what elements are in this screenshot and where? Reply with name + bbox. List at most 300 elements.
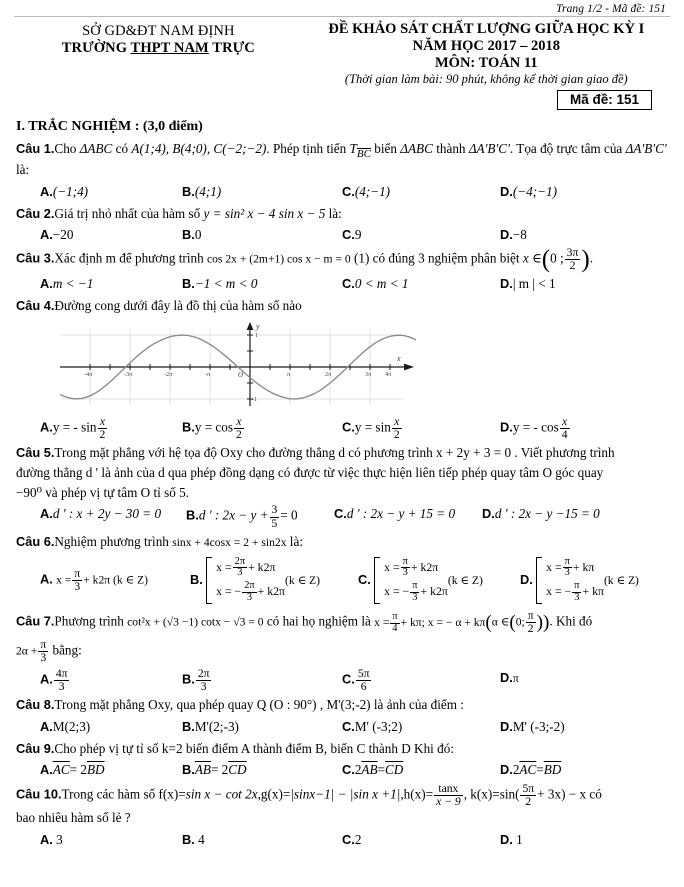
- q9-d-mid: =: [536, 762, 544, 778]
- question-10: [16, 783, 670, 808]
- q10-option-c-text: 2: [354, 832, 362, 848]
- q5-option-d[interactable]: [482, 504, 600, 529]
- q10-k-num: 5π: [522, 781, 535, 795]
- header-rule: [14, 16, 670, 17]
- q7-root2: x = − α + kπ: [427, 615, 486, 629]
- q2-option-c-text: 9: [354, 227, 362, 243]
- y-axis-label: y: [256, 321, 260, 331]
- q9-option-d[interactable]: [500, 760, 650, 780]
- q5-option-b-text: d ' : 2x − y +: [198, 508, 269, 524]
- q1-option-c-text: (4;−1): [354, 183, 391, 199]
- q7-stem-a: Phương trình: [54, 613, 124, 629]
- q5-line3-wrap: [16, 483, 670, 503]
- question-10-options: [14, 830, 670, 850]
- q1-vector-bc: BC: [356, 147, 371, 160]
- q6-b-r2-frac: [242, 581, 256, 604]
- q10-option-c[interactable]: [342, 830, 500, 850]
- q6-option-c-row1: [381, 556, 448, 581]
- q6-option-b-cond: (k ∈ Z): [285, 573, 320, 587]
- q7-root1-num: π: [392, 611, 398, 623]
- question-7-label: Câu 7.: [16, 613, 55, 629]
- question-2: [16, 204, 670, 224]
- q4-option-d-letter: D.: [500, 419, 513, 435]
- x-axis-label: x: [397, 353, 401, 363]
- question-1-options: [14, 182, 670, 202]
- question-1: [16, 139, 670, 180]
- q5-option-b[interactable]: [186, 504, 334, 529]
- q1-option-b-text: (4;1): [194, 183, 222, 199]
- q1-option-a-letter: A.: [40, 183, 53, 199]
- q4-option-a-letter: A.: [40, 419, 53, 435]
- q1-option-a[interactable]: [14, 182, 182, 202]
- q5-option-b-den: 5: [271, 516, 278, 530]
- q10-option-a-letter: A.: [40, 832, 53, 848]
- school-name-post: TRỰC: [208, 40, 255, 56]
- exam-title-block: [303, 21, 670, 87]
- q9-option-a[interactable]: [14, 760, 182, 780]
- q1-option-c[interactable]: [342, 182, 500, 202]
- q5-option-c-text: d ' : 2x − y + 15 = 0: [346, 506, 456, 522]
- subject: MÔN: TOÁN 11: [435, 55, 538, 71]
- q7-stem-b: có hai họ nghiệm là: [266, 613, 371, 629]
- q7-option-a-den: 3: [54, 680, 70, 693]
- q6-option-c-letter: C.: [358, 571, 371, 587]
- q8-option-a-text: M(2;3): [52, 719, 91, 735]
- q5-option-c-letter: C.: [334, 506, 347, 522]
- q2-option-a-letter: A.: [40, 227, 53, 243]
- q6-b-r1-frac: [233, 557, 247, 580]
- q6-stem-end: là:: [289, 533, 303, 549]
- q7-line2-post: bằng:: [52, 642, 82, 658]
- q10-option-a[interactable]: [14, 830, 182, 850]
- question-4: [16, 296, 670, 316]
- q10-stem-d: , k(x)=sin(: [463, 786, 520, 802]
- document-header: [14, 21, 670, 87]
- q9-option-a-letter: A.: [40, 762, 53, 778]
- q9-option-b-letter: B.: [182, 762, 195, 778]
- q3-option-b-letter: B.: [182, 276, 195, 292]
- q4-option-d-den: 4: [561, 427, 568, 441]
- q7-roots: [374, 611, 486, 634]
- y-tick-label-1: 1: [255, 331, 259, 339]
- school-name-underlined: THPT NAM: [130, 40, 209, 56]
- question-2-label: Câu 2.: [16, 205, 55, 221]
- school-block: [14, 21, 303, 57]
- q6-option-b-row2: [213, 580, 285, 605]
- q4-stem: Đường cong dưới đây là đồ thị của hàm số nào: [54, 297, 302, 313]
- q4-option-a-pre: y = - sin: [52, 419, 97, 435]
- q2-option-b-text: 0: [194, 227, 202, 243]
- q2-option-b-letter: B.: [182, 227, 195, 243]
- q1-t13: là:: [16, 162, 30, 178]
- q8-option-b[interactable]: [182, 717, 342, 737]
- q7-option-c-fraction: [356, 668, 372, 693]
- q10-line2: [16, 808, 670, 828]
- question-8-options: [14, 717, 670, 737]
- tick-label--pi: -π: [205, 370, 211, 378]
- q3-option-b-text: −1 < m < 0: [194, 276, 258, 292]
- question-5-options: [14, 504, 670, 529]
- q2-option-c[interactable]: [342, 225, 500, 245]
- q1-t4: . Phép tịnh tiến: [266, 141, 350, 156]
- q9-c-vec2: $\overline{CD}$: [384, 762, 404, 778]
- q7-line2-den: 3: [38, 651, 48, 664]
- q7-option-a-letter: A.: [40, 671, 53, 687]
- q3-option-b[interactable]: [182, 274, 342, 294]
- q9-a-mid: = 2: [69, 762, 87, 778]
- q5-option-d-letter: D.: [482, 506, 495, 522]
- q3-stem-mid: (1) có đúng 3 nghiệm phân biệt: [353, 250, 520, 266]
- question-9-label: Câu 9.: [16, 740, 55, 756]
- q2-option-a[interactable]: [14, 225, 182, 245]
- q7-inner-paren-close: ): [536, 612, 543, 634]
- y-tick-label--1: -1: [252, 395, 258, 403]
- q7-line2-frac: [38, 639, 48, 664]
- q9-stem: Cho phép vị tự tỉ số k=2 biến điểm A thành điểm B, biến C thành D Khi đó:: [54, 740, 454, 756]
- q7-line2-pre: 2α +: [16, 644, 38, 658]
- q6-option-b-letter: B.: [190, 571, 203, 587]
- q6-option-c[interactable]: [358, 556, 520, 606]
- q6-d-r2-frac: [572, 581, 581, 604]
- q8-option-c[interactable]: [342, 717, 500, 737]
- q6-b-r2-num: 2π: [244, 580, 255, 592]
- q8-option-d[interactable]: [500, 717, 650, 737]
- q10-option-b-letter: B.: [182, 832, 195, 848]
- cosine-graph-svg: [52, 320, 432, 412]
- q10-option-d[interactable]: [500, 830, 650, 850]
- q3-option-d[interactable]: [500, 274, 650, 294]
- q1-t9: thành: [432, 141, 469, 156]
- q1-option-b[interactable]: [182, 182, 342, 202]
- q4-option-d[interactable]: [500, 416, 650, 441]
- q10-option-d-text: 1: [516, 832, 523, 848]
- q1-t10: ΔA'B'C': [468, 141, 510, 156]
- q9-c-vec1: $\overline{AB}$: [361, 762, 378, 778]
- q4-option-c-fraction: [392, 416, 402, 441]
- q10-h-den: x − 9: [436, 795, 461, 809]
- q10-function-g: |sinx−1| − |sin x +1|: [290, 786, 401, 802]
- q1-t11: . Tọa độ trực tâm của: [509, 141, 626, 156]
- q6-c-r2-post: + k2π: [420, 584, 448, 599]
- q2-option-c-letter: C.: [342, 227, 355, 243]
- q6-formula: sinx + 4cosx = 2 + sin2x: [172, 535, 287, 549]
- q4-option-a[interactable]: [14, 416, 182, 441]
- q6-option-b[interactable]: [190, 556, 358, 606]
- q4-option-c[interactable]: [342, 416, 500, 441]
- q6-option-a-num: π: [74, 566, 81, 580]
- q9-c-mid: =: [377, 762, 385, 778]
- q8-option-a-letter: A.: [40, 719, 53, 735]
- q4-option-a-num: x: [99, 414, 105, 428]
- q3-interval-fraction: [565, 247, 581, 272]
- q1-t8: ΔABC: [400, 141, 433, 156]
- q7-option-c[interactable]: [342, 668, 500, 693]
- q4-option-a-fraction: [98, 416, 108, 441]
- q5-line2-wrap: [16, 463, 670, 483]
- q3-stem: Xác định m để phương trình: [54, 250, 204, 266]
- tick-label-4pi: 4π: [385, 370, 392, 378]
- q6-option-a[interactable]: [14, 568, 190, 593]
- q2-stem: Giá trị nhỏ nhất của hàm số: [54, 205, 201, 221]
- q3-interval-var: x ∈: [522, 250, 542, 266]
- q5-line2: đường thẳng d ' là ảnh của d qua phép đồng dạng có được từ việc thực hiện liên tiếp phép quay tâm O góc quay: [16, 464, 604, 480]
- school-year: NĂM HỌC 2017 – 2018: [412, 38, 561, 54]
- section-title: I. TRẮC NGHIỆM : (3,0 điểm): [16, 119, 203, 134]
- q7-line2-num: π: [40, 637, 47, 651]
- q6-b-r2-post: + k2π: [257, 584, 286, 599]
- q1-option-c-letter: C.: [342, 183, 355, 199]
- q1-t3: A(1;4), B(4;0), C(−2;−2): [131, 141, 267, 156]
- q4-option-b-letter: B.: [182, 419, 195, 435]
- q1-option-d-text: (−4;−1): [512, 183, 557, 199]
- q6-option-a-post: + k2π (k ∈ Z): [83, 573, 148, 587]
- question-6-options: [14, 556, 670, 606]
- q1-option-d-letter: D.: [500, 183, 513, 199]
- q6-option-b-system: [206, 556, 285, 606]
- q6-option-d-letter: D.: [520, 571, 533, 587]
- question-3-options: [14, 274, 670, 294]
- q7-cond-num: π: [527, 609, 534, 623]
- q7-root1-den: 4: [390, 623, 399, 635]
- q3-option-a[interactable]: [14, 274, 182, 294]
- q1-option-a-text: (−1;4): [52, 183, 89, 199]
- q9-d-vec1: $\overline{AC}$: [519, 762, 537, 778]
- q10-option-d-letter: D.: [500, 832, 513, 848]
- q9-b-vec2: $\overline{CD}$: [228, 762, 247, 778]
- q3-option-a-text: m < −1: [52, 276, 94, 292]
- q7-option-b-letter: B.: [182, 671, 195, 687]
- q6-option-a-lhs: x =: [56, 573, 72, 587]
- q6-d-r2-num: π: [574, 580, 580, 592]
- q3-interval-start: 0 ;: [550, 250, 564, 266]
- q4-option-c-letter: C.: [342, 419, 355, 435]
- tick-label--3pi: -3π: [124, 370, 133, 378]
- q6-option-d-system: [536, 556, 604, 606]
- q8-option-c-text: M' (-3;2): [354, 719, 403, 735]
- q7-cond-frac: [526, 610, 536, 635]
- q10-stem-c: ,h(x)=: [400, 786, 434, 802]
- q9-d-coef: 2: [512, 762, 520, 778]
- q7-option-c-den: 6: [356, 680, 372, 693]
- question-8: [16, 695, 670, 715]
- q1-t5: T: [349, 141, 357, 156]
- q2-option-b[interactable]: [182, 225, 342, 245]
- q10-option-c-letter: C.: [342, 832, 355, 848]
- q3-interval-num: 3π: [566, 245, 579, 259]
- q5-option-a[interactable]: [14, 504, 186, 529]
- q7-outer-paren-close: ): [542, 612, 550, 634]
- q7-option-b[interactable]: [182, 668, 342, 693]
- q7-stem-c: . Khi đó: [549, 613, 593, 629]
- q7-option-d-letter: D.: [500, 669, 513, 685]
- q1-option-b-letter: B.: [182, 183, 195, 199]
- q10-h-fraction: [434, 783, 463, 808]
- q6-c-r1-post: + k2π: [410, 559, 439, 574]
- q7-cond-start: 0;: [515, 615, 525, 629]
- q3-option-c-text: 0 < m < 1: [354, 276, 409, 292]
- q4-option-b-fraction: [234, 416, 244, 441]
- school-name-pre: TRƯỜNG: [61, 40, 131, 56]
- q6-d-r2-den: 3: [572, 592, 581, 604]
- q6-c-r1-den: 3: [401, 567, 410, 579]
- q9-option-c-letter: C.: [342, 762, 355, 778]
- q9-a-vec2: $\overline{BD}$: [87, 762, 105, 778]
- q6-d-r1-pre: x =: [546, 559, 562, 574]
- q6-c-r1-frac: [401, 557, 410, 580]
- q7-option-d[interactable]: [500, 668, 650, 693]
- q4-option-d-fraction: [560, 416, 570, 441]
- q10-option-b-text: 4: [198, 832, 205, 848]
- exam-title: ĐỀ KHẢO SÁT CHẤT LƯỢNG GIỮA HỌC KỲ I: [328, 21, 645, 37]
- q10-line2-text: bao nhiêu hàm số lẻ ?: [16, 810, 131, 826]
- q5-option-c[interactable]: [334, 504, 482, 529]
- q9-d-vec2: $\overline{BD}$: [543, 762, 562, 778]
- q6-option-c-row2: [381, 580, 448, 605]
- q5-option-b-letter: B.: [186, 508, 199, 524]
- q2-stem-end: là:: [328, 205, 342, 221]
- q6-d-r1-den: 3: [563, 567, 572, 579]
- q5-option-b-fraction: [270, 504, 280, 529]
- q9-b-vec1: $\overline{AB}$: [194, 762, 211, 778]
- question-5-label: Câu 5.: [16, 444, 55, 460]
- q7-option-c-letter: C.: [342, 671, 355, 687]
- q3-option-c-letter: C.: [342, 276, 355, 292]
- q8-option-a[interactable]: [14, 717, 182, 737]
- q7-outer-paren-open: (: [485, 612, 492, 634]
- question-4-graph: [14, 320, 670, 412]
- q8-option-b-letter: B.: [182, 719, 195, 735]
- q6-b-r2-pre: x = −: [216, 584, 242, 599]
- tick-label--2pi: -2π: [164, 370, 173, 378]
- q4-option-b-num: x: [236, 414, 242, 428]
- question-6-label: Câu 6.: [16, 533, 55, 549]
- q6-b-r2-den: 3: [242, 592, 256, 604]
- q6-c-r2-frac: [410, 581, 419, 604]
- q1-t1: ΔABC: [79, 141, 113, 156]
- question-9: [16, 739, 670, 759]
- q7-option-a-num: 4π: [55, 666, 68, 680]
- q5-option-d-text: d ' : 2x − y −15 = 0: [494, 506, 600, 522]
- q6-d-r1-frac: [563, 557, 572, 580]
- q2-option-d[interactable]: [500, 225, 650, 245]
- q10-option-a-text: 3: [56, 832, 63, 848]
- q4-option-c-num: x: [394, 414, 400, 428]
- q6-option-b-row1: [213, 556, 285, 581]
- q3-option-a-letter: A.: [40, 276, 53, 292]
- q4-option-a-den: 2: [99, 427, 106, 441]
- q4-option-d-num: x: [562, 414, 568, 428]
- q2-option-a-text: −20: [52, 227, 74, 243]
- q9-a-vec1: $\overline{AC}$: [52, 762, 70, 778]
- q7-formula: cot²x + (√3 −1) cotx − √3 = 0: [127, 615, 264, 629]
- department-name: SỞ GD&ĐT NAM ĐỊNH: [82, 23, 235, 39]
- q5-option-a-letter: A.: [40, 506, 53, 522]
- question-4-label: Câu 4.: [16, 297, 55, 313]
- q4-option-b-pre: y = cos: [194, 419, 234, 435]
- question-3-label: Câu 3.: [16, 250, 55, 266]
- origin-label: O: [238, 370, 244, 379]
- q8-option-d-text: M' (-3;-2): [512, 719, 565, 735]
- q10-option-b[interactable]: [182, 830, 342, 850]
- exam-code-box: Mã đề: 151: [557, 90, 652, 110]
- q6-b-r1-post: + k2π: [248, 559, 276, 574]
- tick-label--4pi: -4π: [84, 370, 93, 378]
- q9-option-c[interactable]: [342, 760, 500, 780]
- q7-option-a[interactable]: [14, 668, 182, 693]
- q7-option-a-fraction: [54, 668, 70, 693]
- q6-c-r2-num: π: [412, 580, 418, 592]
- q6-option-a-fraction: [72, 568, 82, 593]
- q6-b-r1-num: 2π: [234, 555, 246, 567]
- q5-option-a-text: d ' : x + 2y − 30 = 0: [52, 506, 162, 522]
- y-axis-arrow: [247, 322, 254, 330]
- q6-option-d-row1: [543, 556, 604, 581]
- q6-b-r1-pre: x =: [216, 559, 232, 574]
- school-name: [14, 40, 303, 57]
- q6-d-r2-pre: x = −: [546, 584, 572, 599]
- q6-option-a-letter: A.: [40, 571, 53, 587]
- running-head: Trang 1/2 - Mã đề: 151: [556, 3, 666, 15]
- q9-b-mid: = 2: [210, 762, 229, 778]
- q5-line3: −90⁰ và phép vị tự tâm O tỉ số 5.: [16, 484, 189, 500]
- q7-option-d-text: π: [512, 671, 519, 685]
- q2-option-d-letter: D.: [500, 227, 513, 243]
- q7-root1-pre: x =: [374, 615, 390, 629]
- q4-option-d-pre: y = - cos: [512, 419, 559, 435]
- q3-interval-den: 2: [565, 259, 581, 272]
- q6-d-r1-post: + kπ: [572, 559, 595, 574]
- q6-c-r2-den: 3: [410, 592, 419, 604]
- duration-note: (Thời gian làm bài: 90 phút, không kể thời gian giao đề): [344, 72, 628, 86]
- q8-stem: Trong mặt phẳng Oxy, qua phép quay Q (O : 90°) , M'(3;-2) là ảnh của điểm :: [54, 697, 464, 713]
- q7-option-b-num: 2π: [197, 666, 210, 680]
- q3-paren-close: ): [581, 246, 590, 274]
- q7-cond-den: 2: [526, 622, 536, 635]
- q8-option-c-letter: C.: [342, 719, 355, 735]
- q9-option-d-letter: D.: [500, 762, 513, 778]
- q7-option-c-num: 5π: [357, 666, 370, 680]
- q10-stem-a: Trong các hàm số f(x)=: [61, 786, 186, 802]
- q1-t7: biến: [370, 141, 401, 156]
- q4-option-c-pre: y = sin: [354, 419, 391, 435]
- q7-root1-frac: [390, 612, 399, 634]
- q6-option-d[interactable]: [520, 556, 639, 606]
- q3-option-c[interactable]: [342, 274, 500, 294]
- q9-option-b[interactable]: [182, 760, 342, 780]
- q6-option-d-row2: [543, 580, 604, 605]
- q5-option-b-num: 3: [271, 503, 278, 517]
- question-7-options: [14, 668, 670, 693]
- q5-option-b-post: = 0: [280, 508, 298, 524]
- q1-option-d[interactable]: [500, 182, 650, 202]
- q4-option-c-den: 2: [393, 427, 400, 441]
- q4-option-b[interactable]: [182, 416, 342, 441]
- question-1-label: Câu 1.: [16, 141, 55, 156]
- q6-c-r1-num: π: [402, 555, 408, 567]
- question-9-options: [14, 760, 670, 780]
- q7-root1-post: + kπ;: [400, 615, 425, 629]
- q1-t2: có: [112, 141, 132, 156]
- q7-cond-pre: α ∈: [491, 615, 510, 629]
- q5-line1: Trong mặt phẳng với hệ tọa độ Oxy cho đường thẳng d có phương trình x + 2y + 3 = 0 . Viết phương trình: [54, 444, 615, 460]
- q6-option-a-den: 3: [72, 580, 82, 593]
- q10-k-den: 2: [520, 795, 536, 808]
- q2-option-d-text: −8: [512, 227, 527, 243]
- q7-option-b-fraction: [196, 668, 212, 693]
- q10-h-num: tanx: [438, 781, 459, 795]
- q2-formula: y = sin² x − 4 sin x − 5: [203, 205, 326, 221]
- q4-option-b-den: 2: [236, 427, 242, 441]
